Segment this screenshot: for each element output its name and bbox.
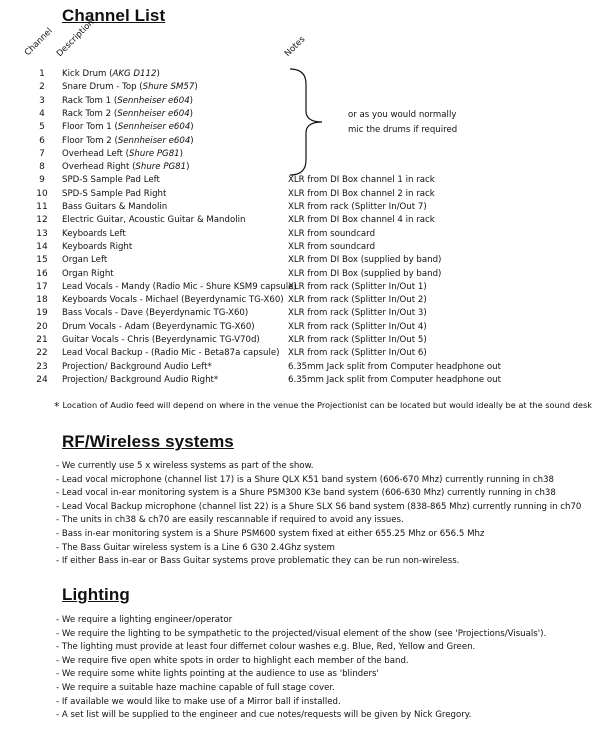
column-header-notes: Notes — [282, 34, 308, 59]
rf-wireless-list — [56, 460, 581, 569]
channel-description-text: Floor Tom 2 ( — [62, 135, 118, 146]
rf-list-item: - We currently use 5 x wireless systems as part of the show. — [56, 460, 581, 474]
channel-row — [0, 241, 600, 254]
channel-number: 15 — [36, 255, 48, 266]
channel-description — [62, 121, 194, 134]
rf-list-item: - Lead vocal in-ear monitoring system is a Shure PSM300 K3e band system (606-630 Mhz) currently running in ch38 — [56, 487, 581, 501]
channel-description — [62, 294, 284, 307]
channel-mic-model: Sennheiser e604 — [117, 95, 190, 106]
channel-row — [0, 347, 600, 360]
channel-number: 9 — [39, 175, 45, 186]
channel-number: 7 — [39, 148, 45, 159]
channel-row — [0, 321, 600, 334]
channel-note: XLR from DI Box channel 2 in rack — [288, 188, 435, 199]
channel-note: XLR from rack (Splitter In/Out 7) — [288, 202, 427, 212]
channel-row — [0, 188, 600, 201]
channel-description-text: Projection/ Background Audio Left* — [62, 361, 212, 372]
channel-row — [0, 268, 600, 281]
channel-description — [62, 108, 193, 121]
channel-description — [62, 241, 132, 254]
lighting-title: Lighting — [62, 585, 130, 604]
channel-description-text: Kick Drum ( — [62, 69, 113, 79]
rf-list-item: - Bass in-ear monitoring system is a Shure PSM600 system fixed at either 655.25 Mhz or 656.5 Mhz — [56, 528, 581, 542]
channel-note: XLR from DI Box (supplied by band) — [288, 255, 442, 266]
channel-description — [62, 321, 255, 334]
rf-list-item: - Lead vocal microphone (channel list 17) is a Shure QLX K51 band system (606-670 Mhz) currently running in ch38 — [56, 474, 581, 488]
channel-description-text: SPD-S Sample Pad Left — [62, 175, 160, 186]
channel-number: 4 — [39, 108, 45, 119]
rf-list-item: - The Bass Guitar wireless system is a Line 6 G30 2.4Ghz system — [56, 542, 581, 556]
channel-number: 12 — [36, 215, 48, 226]
channel-description-tail: ) — [190, 135, 194, 146]
channel-description — [62, 361, 212, 374]
channel-list-title: Channel List — [62, 6, 166, 25]
channel-row — [0, 361, 600, 374]
channel-number: 10 — [36, 188, 48, 199]
channel-row — [0, 214, 600, 227]
channel-description — [62, 161, 189, 174]
channel-note: XLR from DI Box (supplied by band) — [288, 268, 442, 279]
channel-mic-model: Sennheiser e604 — [117, 122, 191, 133]
channel-description-tail: ) — [179, 148, 184, 159]
channel-description — [62, 201, 167, 214]
rf-list-item: - If either Bass in-ear or Bass Guitar systems prove problematic they can be run non-wireless. — [56, 555, 581, 569]
channel-number: 8 — [39, 162, 45, 173]
channel-description — [62, 307, 248, 320]
channel-description-text: Organ Right — [62, 268, 114, 279]
channel-mic-model: AKG D112 — [112, 69, 157, 79]
channel-note: XLR from rack (Splitter In/Out 3) — [288, 308, 427, 319]
footnote-text: Location of Audio feed will depend on where in the venue the Projectionist can be located but would ideally be at the sound desk — [62, 400, 592, 410]
channel-number: 1 — [39, 69, 45, 79]
lighting-list — [56, 614, 546, 723]
channel-number: 3 — [39, 95, 45, 106]
channel-description-text: Rack Tom 2 ( — [62, 108, 118, 119]
channel-note: XLR from rack (Splitter In/Out 1) — [288, 281, 427, 292]
channel-description-text: Keyboards Left — [62, 228, 126, 239]
channel-number: 17 — [36, 281, 48, 292]
lighting-list-item: - A set list will be supplied to the engineer and cue notes/requests will be given by Nick Gregory. — [56, 709, 546, 723]
audio-footnote — [54, 400, 592, 413]
channel-description-tail: ) — [194, 82, 198, 93]
channel-number: 14 — [36, 241, 48, 252]
channel-row — [0, 254, 600, 267]
channel-description-text: Overhead Left ( — [62, 148, 129, 159]
channel-number: 16 — [36, 268, 48, 279]
channel-description-text: Snare Drum - Top ( — [62, 82, 143, 93]
channel-number: 13 — [36, 228, 48, 239]
channel-row — [0, 228, 600, 241]
column-header-channel: Channel — [22, 26, 55, 58]
channel-description — [62, 174, 160, 187]
channel-number: 21 — [36, 335, 48, 345]
channel-note: XLR from rack (Splitter In/Out 4) — [288, 321, 427, 332]
lighting-list-item: - The lighting must provide at least four differnet colour washes e.g. Blue, Red, Yellow and Green. — [56, 641, 546, 655]
channel-description — [62, 281, 297, 294]
channel-description-tail: ) — [189, 95, 194, 106]
channel-description — [62, 188, 166, 201]
rf-list-item: - The units in ch38 & ch70 are easily rescannable if required to avoid any issues. — [56, 514, 581, 528]
channel-description-text: Lead Vocal Backup - (Radio Mic - Beta87a capsule) — [62, 348, 280, 359]
channel-mic-model: Shure PG81 — [128, 148, 180, 159]
footnote-star: * — [54, 400, 60, 413]
channel-description-tail: ) — [189, 108, 194, 119]
lighting-list-item: - If available we would like to make use of a Mirror ball if installed. — [56, 696, 546, 710]
channel-description — [62, 228, 126, 241]
lighting-list-item: - We require five open white spots in order to highlight each member of the band. — [56, 655, 546, 669]
channel-description-text: Electric Guitar, Acoustic Guitar & Mandolin — [62, 215, 246, 226]
channel-description — [62, 95, 193, 108]
column-header-description: Description — [54, 17, 97, 59]
channel-number: 19 — [36, 308, 48, 319]
channel-description — [62, 268, 114, 281]
channel-mic-model: Shure PG81 — [135, 162, 187, 173]
channel-description-text: Organ Left — [62, 255, 108, 266]
channel-description-tail: ) — [190, 122, 194, 133]
channel-description-text: Rack Tom 1 ( — [62, 95, 118, 106]
channel-description-text: Overhead Right ( — [62, 162, 136, 173]
channel-number: 23 — [36, 361, 48, 372]
channel-description-tail: ) — [186, 162, 190, 173]
channel-note: XLR from soundcard — [288, 228, 376, 239]
channel-number: 6 — [39, 135, 45, 146]
brace-note-line1: or as you would normally — [348, 110, 457, 120]
channel-description-tail: ) — [156, 69, 160, 79]
channel-number: 24 — [36, 374, 48, 385]
channel-description — [62, 347, 280, 360]
channel-description-text: Lead Vocals - Mandy (Radio Mic - Shure KSM9 capsule) — [62, 281, 297, 292]
channel-description-text: Drum Vocals - Adam (Beyerdynamic TG-X60) — [62, 321, 255, 332]
channel-description-text: Bass Guitars & Mandolin — [62, 202, 168, 212]
channel-description-text: Floor Tom 1 ( — [62, 122, 118, 133]
channel-number: 22 — [36, 348, 48, 359]
brace-note-line2: mic the drums if required — [348, 125, 458, 135]
channel-number: 2 — [39, 82, 45, 93]
channel-description — [62, 374, 218, 387]
rf-list-item: - Lead Vocal Backup microphone (channel list 22) is a Shure SLX S6 band system (838-865 Mhz) currently running in ch70 — [56, 501, 581, 515]
channel-description-text: Bass Vocals - Dave (Beyerdynamic TG-X60) — [62, 308, 249, 319]
channel-description — [62, 254, 107, 267]
channel-row — [0, 334, 600, 347]
channel-number: 11 — [36, 202, 48, 212]
channel-description — [62, 214, 245, 227]
channel-row — [0, 374, 600, 387]
channel-description — [62, 68, 160, 81]
channel-description-text: Projection/ Background Audio Right* — [62, 374, 219, 385]
channel-row — [0, 294, 600, 307]
channel-number: 20 — [36, 321, 48, 332]
channel-note: XLR from rack (Splitter In/Out 5) — [288, 335, 427, 345]
channel-row — [0, 307, 600, 320]
channel-description — [62, 148, 183, 161]
lighting-list-item: - We require a suitable haze machine capable of full stage cover. — [56, 682, 546, 696]
channel-description-text: Guitar Vocals - Chris (Beyerdynamic TG-V70d) — [62, 335, 260, 345]
channel-mic-model: Sennheiser e604 — [117, 108, 190, 119]
channel-description — [62, 81, 198, 94]
channel-note: XLR from rack (Splitter In/Out 2) — [288, 295, 427, 306]
channel-description — [62, 135, 194, 148]
channel-row — [0, 201, 600, 214]
channel-row — [0, 281, 600, 294]
channel-description-text: Keyboards Right — [62, 241, 133, 252]
lighting-list-item: - We require a lighting engineer/operator — [56, 614, 546, 628]
lighting-list-item: - We require the lighting to be sympathetic to the projected/visual element of the show (see 'Projections/Visuals'). — [56, 628, 546, 642]
channel-description — [62, 334, 260, 347]
drum-group-brace — [288, 66, 328, 178]
channel-description-text: SPD-S Sample Pad Right — [62, 188, 167, 199]
channel-description-text: Keyboards Vocals - Michael (Beyerdynamic TG-X60) — [62, 295, 284, 306]
channel-note: 6.35mm Jack split from Computer headphone out — [288, 374, 501, 385]
channel-number: 5 — [39, 122, 45, 133]
channel-mic-model: Shure SM57 — [142, 82, 195, 93]
channel-note: XLR from soundcard — [288, 241, 376, 252]
channel-mic-model: Sennheiser e604 — [117, 135, 191, 146]
channel-number: 18 — [36, 295, 48, 306]
channel-note: XLR from rack (Splitter In/Out 6) — [288, 348, 427, 359]
channel-note: 6.35mm Jack split from Computer headphone out — [288, 361, 501, 372]
channel-note: XLR from DI Box channel 1 in rack — [288, 175, 435, 186]
lighting-list-item: - We require some white lights pointing at the audience to use as 'blinders' — [56, 668, 546, 682]
channel-note: XLR from DI Box channel 4 in rack — [288, 215, 435, 226]
rf-wireless-title: RF/Wireless systems — [62, 432, 234, 451]
